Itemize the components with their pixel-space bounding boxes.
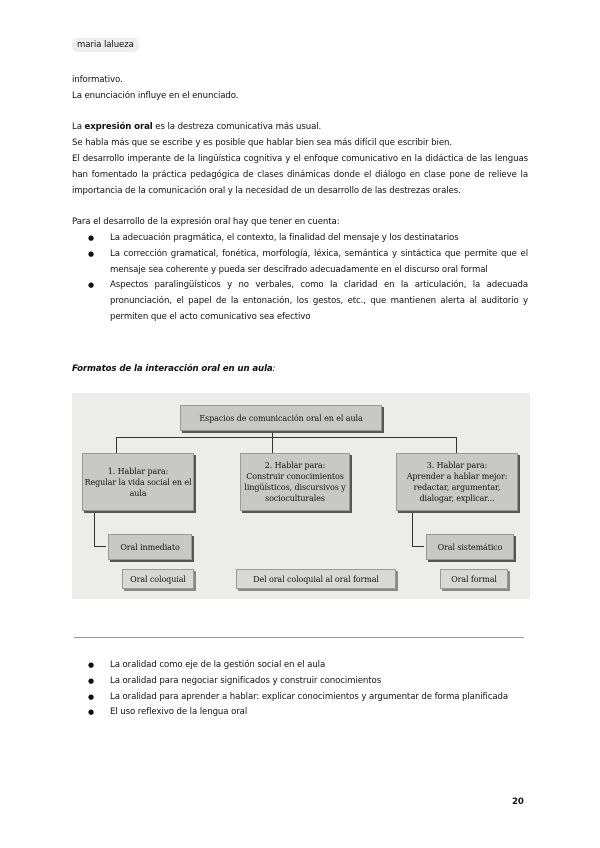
- divider: [74, 637, 524, 638]
- list-item: ● Aspectos paralingüísticos y no verbales, como la claridad en la articulación, la adecuada pronunciación, el papel de la entonación, los gestos, etc., que mantienen alerta al auditorio y permiten que el acto comunicativo sea efectivo: [72, 278, 528, 325]
- intro-line: informativo.: [72, 75, 123, 85]
- paragraph: Se habla más que se escribe y es posible que hablar bien sea más difícil que escribir bien.: [72, 138, 452, 149]
- paragraph: [72, 120, 528, 136]
- intro-line: La enunciación influye en el enunciado.: [72, 90, 239, 101]
- text: es la destreza comunicativa más usual.: [152, 122, 322, 133]
- section-heading: [72, 364, 275, 374]
- diagram-transition: Del oral coloquial al oral formal: [236, 569, 396, 589]
- body-text-2: [72, 658, 528, 721]
- bullet-list: [72, 231, 528, 326]
- diagram-oral-coloquial: Oral coloquial: [122, 569, 194, 589]
- box-title: 1. Hablar para:: [107, 466, 169, 476]
- heading-colon: :: [272, 364, 276, 374]
- heading-text: Formatos de la interacción oral en un aula: [72, 364, 273, 374]
- diagram-box-1: [82, 453, 194, 511]
- text: La: [72, 122, 85, 133]
- list-item: ● La oralidad para aprender a hablar: explicar conocimientos y argumentar de forma planificada: [72, 690, 528, 706]
- list-item: ● La oralidad como eje de la gestión social en el aula: [72, 658, 528, 674]
- body-text: [72, 73, 528, 326]
- page-number: 20: [512, 797, 524, 807]
- diagram-box-2: [240, 453, 350, 511]
- diagram-oral-sistematico: Oral sistemático: [426, 534, 514, 560]
- box-text: Construir conocimientos lingüísticos, discursivos y socioculturales: [244, 472, 346, 503]
- box-title: 3. Hablar para:: [426, 461, 488, 470]
- diagram-oral-inmediato: Oral inmediato: [108, 534, 192, 560]
- author-chip: maria lalueza: [72, 38, 139, 52]
- list-item: ● La corrección gramatical, fonética, morfología, léxica, semántica y sintáctica que permite que el mensaje sea coherente y pueda ser descifrado adecuadamente en el discurso oral formal: [72, 247, 528, 279]
- list-intro: Para el desarrollo de la expresión oral hay que tener en cuenta:: [72, 217, 340, 228]
- diagram-top-box: Espacios de comunicación oral en el aula: [180, 405, 382, 431]
- box-text: Regular la vida social en el aula: [84, 477, 192, 498]
- diagram-oral-formal: Oral formal: [440, 569, 508, 589]
- list-item: ● El uso reflexivo de la lengua oral: [72, 705, 528, 721]
- list-item: ● La oralidad para negociar significados y construir conocimientos: [72, 674, 528, 690]
- paragraph: El desarrollo imperante de la lingüística cognitiva y el enfoque comunicativo en la didáctica de las lenguas han fomentado la práctica pedagógica de clases dinámicas donde el diálogo en clase pone de relieve la importancia de la comunicación oral y la necesidad de un desarrollo de las destrezas orales.: [72, 153, 528, 196]
- list-item: ● La adecuación pragmática, el contexto, la finalidad del mensaje y los destinatarios: [72, 231, 528, 247]
- bold-term: expresión oral: [84, 122, 153, 133]
- diagram-box-3: [396, 453, 518, 511]
- diagram-image: [72, 393, 530, 599]
- box-text: Aprender a hablar mejor: redactar, argumentar, dialogar, explicar...: [406, 472, 508, 503]
- box-title: 2. Hablar para:: [264, 461, 326, 470]
- bullet-list: [72, 658, 528, 721]
